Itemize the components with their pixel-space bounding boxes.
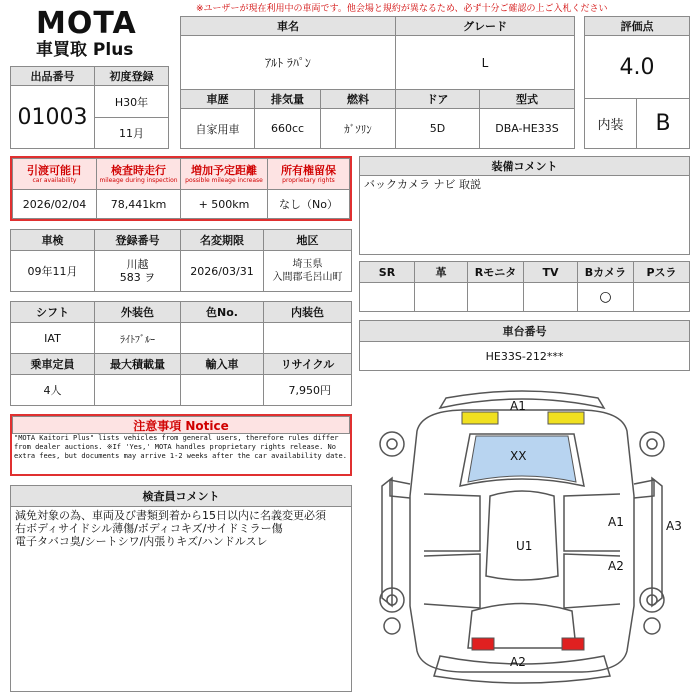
option-header-rear-monitor: Rモニタ bbox=[467, 261, 524, 283]
listing-number: 01003 bbox=[10, 85, 95, 149]
doors: 5D bbox=[395, 108, 480, 149]
score: 4.0 bbox=[584, 35, 690, 99]
grade-label: グレード bbox=[395, 16, 575, 36]
interior-label: 内装 bbox=[584, 98, 637, 149]
inspector-line-2: 右ボディサイドシル薄傷/ボディコキズ/サイドミラー傷 bbox=[15, 522, 283, 535]
fuel-label: 燃料 bbox=[320, 89, 396, 109]
shift-label: シフト bbox=[10, 301, 95, 323]
inspection-label: 車検 bbox=[10, 229, 95, 251]
max-load-label: 最大積載量 bbox=[94, 353, 181, 375]
chassis-label: 車台番号 bbox=[359, 320, 690, 342]
plate-number: 583 ヲ bbox=[119, 271, 156, 284]
option-rear-monitor bbox=[467, 282, 524, 312]
option-back-camera: ○ bbox=[577, 282, 634, 312]
plate-region: 川越 bbox=[126, 258, 149, 271]
history-label: 車歴 bbox=[180, 89, 255, 109]
option-header-power-slide: Pスラ bbox=[633, 261, 690, 283]
doors-label: ドア bbox=[395, 89, 480, 109]
model-label: 型式 bbox=[479, 89, 575, 109]
import-label: 輸入車 bbox=[180, 353, 264, 375]
exterior-color-label: 外装色 bbox=[94, 301, 181, 323]
notice-text: "MOTA Kaitori Plus" lists vehicles from general users, therefore rules differ from dealer auctions. ※If 'Yes,' MOTA handles proprietary rights release. No extra fees, but documents may arrive 1-2 weeks after the car availability date. bbox=[14, 434, 347, 460]
front-left-light bbox=[462, 412, 498, 424]
shift: IAT bbox=[10, 322, 95, 354]
car-name: ｱﾙﾄ ﾗﾊﾟﾝ bbox=[180, 35, 396, 90]
mileage-sub: mileage during inspection bbox=[99, 177, 178, 184]
capacity-label: 乗車定員 bbox=[10, 353, 95, 375]
region-prefecture: 埼玉県 bbox=[292, 259, 323, 270]
option-tv bbox=[523, 282, 578, 312]
inspector-label: 検査員コメント bbox=[10, 485, 352, 507]
exterior-color: ﾗｲﾄﾌﾞﾙｰ bbox=[94, 322, 181, 354]
mark-roof: U1 bbox=[516, 539, 533, 553]
interior-color bbox=[263, 322, 352, 354]
option-header-leather: 革 bbox=[414, 261, 468, 283]
increase-sub: possible mileage increase bbox=[185, 177, 263, 184]
max-load bbox=[94, 374, 181, 406]
grade: L bbox=[395, 35, 575, 90]
region-town: 入間郡毛呂山町 bbox=[272, 272, 343, 283]
proprietary-label: 所有権留保 bbox=[281, 164, 336, 177]
change-deadline: 2026/03/31 bbox=[180, 250, 264, 292]
history: 自家用車 bbox=[180, 108, 255, 149]
equipment-comment: バックカメラ ナビ 取説 bbox=[359, 175, 690, 255]
mark-right-rear-door: A2 bbox=[608, 559, 624, 573]
option-header-sr: SR bbox=[359, 261, 415, 283]
top-notice: ※ユーザーが現在利用中の車両です。他会場と規約が異なるため、必ず十分ご確認の上ご入札ください bbox=[196, 4, 608, 14]
notice-label: 注意事項 Notice bbox=[12, 416, 350, 434]
mileage-increase: + 500km bbox=[180, 189, 268, 219]
inspector-line-1: 減免対象の為、車両及び書類到着から15日以内に名義変更必須 bbox=[15, 509, 326, 522]
rear-right-light bbox=[562, 638, 584, 650]
logo-wordmark: MOTA bbox=[36, 6, 137, 41]
color-no bbox=[180, 322, 264, 354]
score-label: 評価点 bbox=[584, 16, 690, 36]
displacement-label: 排気量 bbox=[254, 89, 321, 109]
inspection: 09年11月 bbox=[10, 250, 95, 292]
plate-label: 登録番号 bbox=[94, 229, 181, 251]
interior-color-label: 内装色 bbox=[263, 301, 352, 323]
mark-front-bumper: A1 bbox=[510, 399, 526, 413]
increase-label: 増加予定距離 bbox=[191, 164, 257, 177]
mark-right-sill: A3 bbox=[666, 519, 682, 533]
first-reg-year: H30年 bbox=[94, 85, 169, 118]
chassis-number: HE33S-212*** bbox=[359, 341, 690, 371]
inspector-comment bbox=[10, 506, 352, 692]
proprietary-header bbox=[267, 158, 350, 190]
plate bbox=[94, 250, 181, 292]
availability-date: 2026/02/04 bbox=[12, 189, 97, 219]
front-right-light bbox=[548, 412, 584, 424]
option-sr bbox=[359, 282, 415, 312]
region-label: 地区 bbox=[263, 229, 352, 251]
option-header-tv: TV bbox=[523, 261, 578, 283]
rear-left-light bbox=[472, 638, 494, 650]
first-reg-month: 11月 bbox=[94, 117, 169, 149]
mileage-header bbox=[96, 158, 181, 190]
recycle-label: リサイクル bbox=[263, 353, 352, 375]
logo-subtitle: 車買取 Plus bbox=[36, 40, 134, 60]
inspector-line-3: 電子タバコ臭/シートシワ/内張りキズ/ハンドルスレ bbox=[15, 535, 268, 548]
mark-rear-bumper: A2 bbox=[510, 655, 526, 669]
mileage-label: 検査時走行 bbox=[111, 164, 166, 177]
logo bbox=[36, 8, 146, 64]
import bbox=[180, 374, 264, 406]
availability-date-label: 引渡可能日 bbox=[27, 164, 82, 177]
option-power-slide bbox=[633, 282, 690, 312]
car-name-label: 車名 bbox=[180, 16, 396, 36]
option-header-back-camera: Bカメラ bbox=[577, 261, 634, 283]
mark-right-front-door: A1 bbox=[608, 515, 624, 529]
interior-grade: B bbox=[636, 98, 690, 149]
availability-date-header bbox=[12, 158, 97, 190]
equipment-label: 装備コメント bbox=[359, 156, 690, 176]
proprietary-rights: なし（No） bbox=[267, 189, 350, 219]
recycle-fee: 7,950円 bbox=[263, 374, 352, 406]
mileage: 78,441km bbox=[96, 189, 181, 219]
mark-windshield: XX bbox=[510, 449, 527, 463]
model: DBA-HE33S bbox=[479, 108, 575, 149]
listing-number-label: 出品番号 bbox=[10, 66, 95, 86]
displacement: 660cc bbox=[254, 108, 321, 149]
region bbox=[263, 250, 352, 292]
option-leather bbox=[414, 282, 468, 312]
increase-header bbox=[180, 158, 268, 190]
car-damage-diagram bbox=[362, 386, 690, 696]
color-no-label: 色No. bbox=[180, 301, 264, 323]
fuel: ｶﾞｿﾘﾝ bbox=[320, 108, 396, 149]
change-label: 名変期限 bbox=[180, 229, 264, 251]
first-reg-label: 初度登録 bbox=[94, 66, 169, 86]
proprietary-sub: proprietary rights bbox=[282, 177, 335, 184]
capacity: 4人 bbox=[10, 374, 95, 406]
availability-date-sub: car availability bbox=[32, 177, 77, 184]
